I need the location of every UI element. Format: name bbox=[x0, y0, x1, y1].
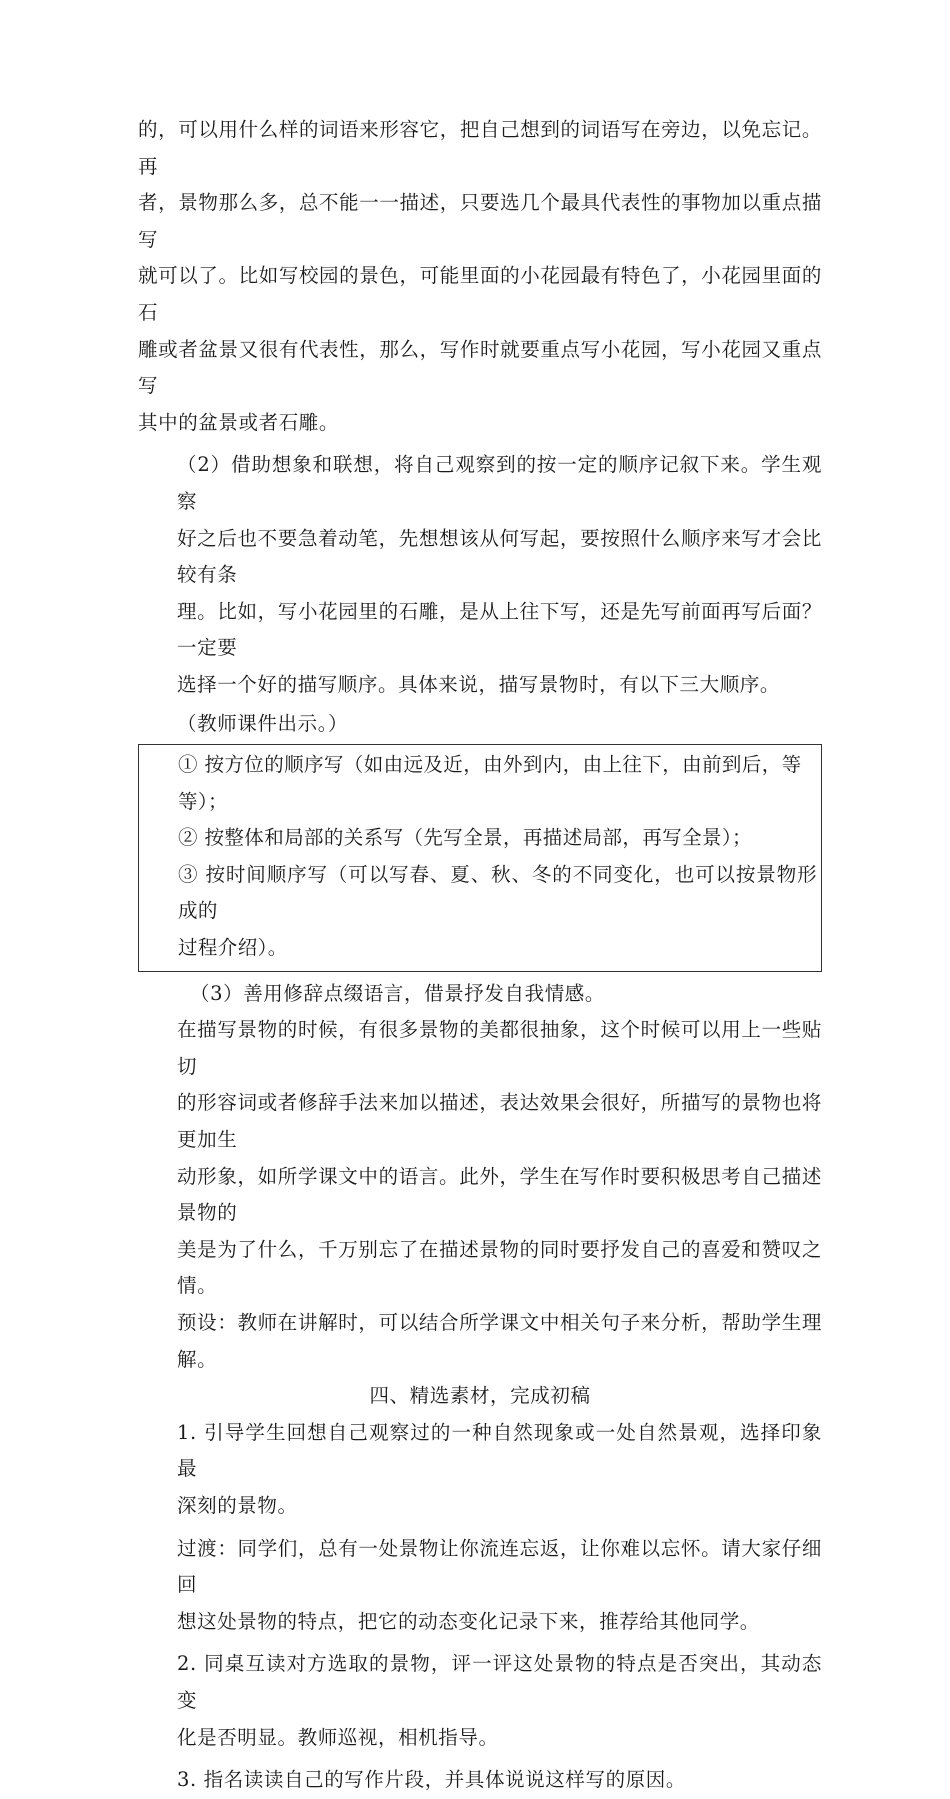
paragraph-transition: 过渡：同学们，总有一处景物让你流连忘返，让你难以忘怀。请大家仔细回 想这处景物的特点，把它的动态变化记录下来，推荐给其他同学。 bbox=[177, 1536, 822, 1633]
order-item-1: ① 按方位的顺序写（如由远及近，由外到内，由上往下，由前到后，等 等）； bbox=[178, 753, 802, 813]
paragraph-step-3: 3. 指名读读自己的写作片段，并具体说说这样写的原因。 bbox=[177, 1768, 687, 1792]
paragraph-step-1: 1. 引导学生回想自己观察过的一种自然现象或一处自然景观，选择印象最 深刻的景物。 bbox=[177, 1420, 822, 1517]
order-list-box bbox=[138, 744, 822, 972]
paragraph-point-2: （2）借助想象和联想，将自己观察到的按一定的顺序记叙下来。学生观察 好之后也不要急着动笔，先想想该从何写起，要按照什么顺序来写才会比较有条 理。比如，写小花园里的石雕，是从上往下写，还是先写前面再写后面？一定要 选择一个好的描写顺序。具体来说，描写景物时，有以下三大顺序。 bbox=[177, 453, 822, 696]
paragraph-courseware-note: （教师课件出示。） bbox=[177, 711, 349, 735]
section-heading: 四、精选素材，完成初稿 bbox=[369, 1384, 591, 1408]
paragraph-preset: 预设：教师在讲解时，可以结合所学课文中相关句子来分析，帮助学生理解。 bbox=[177, 1311, 822, 1371]
paragraph-step-2: 2. 同桌互读对方选取的景物，评一评这处景物的特点是否突出，其动态变 化是否明显。教师巡视，相机指导。 bbox=[177, 1652, 822, 1749]
paragraph-rhetoric: 在描写景物的时候，有很多景物的美都很抽象，这个时候可以用上一些贴切 的形容词或者修辞手法来加以描述，表达效果会很好，所描写的景物也将更加生 动形象，如所学课文中的语言。此外，学生在写作时要积极思考自己描述景物的 美是为了什么，千万别忘了在描述景物的同时要抒发自己的喜爱和赞叹之情。 bbox=[177, 1018, 822, 1298]
document-page bbox=[138, 112, 822, 1799]
order-item-2: ② 按整体和局部的关系写（先写全景，再描述局部，再写全景）； bbox=[178, 826, 752, 850]
order-item-3: ③ 按时间顺序写（可以写春、夏、秋、冬的不同变化，也可以按景物形成的 过程介绍）。 bbox=[178, 862, 817, 960]
paragraph-continued: 的，可以用什么样的词语来形容它，把自己想到的词语写在旁边，以免忘记。再 者，景物那么多，总不能一一描述，只要选几个最具代表性的事物加以重点描写 就可以了。比如写校园的景色，可能里面的小花园最有特色了，小花园里面的石 雕或者盆景又很有代表性，那么，写作时就要重点写小花园，写小花园又重点写 其中的盆景或者石雕。 bbox=[138, 118, 822, 434]
paragraph-point-3: （3）善用修辞点缀语言，借景抒发自我情感。 bbox=[190, 981, 606, 1005]
